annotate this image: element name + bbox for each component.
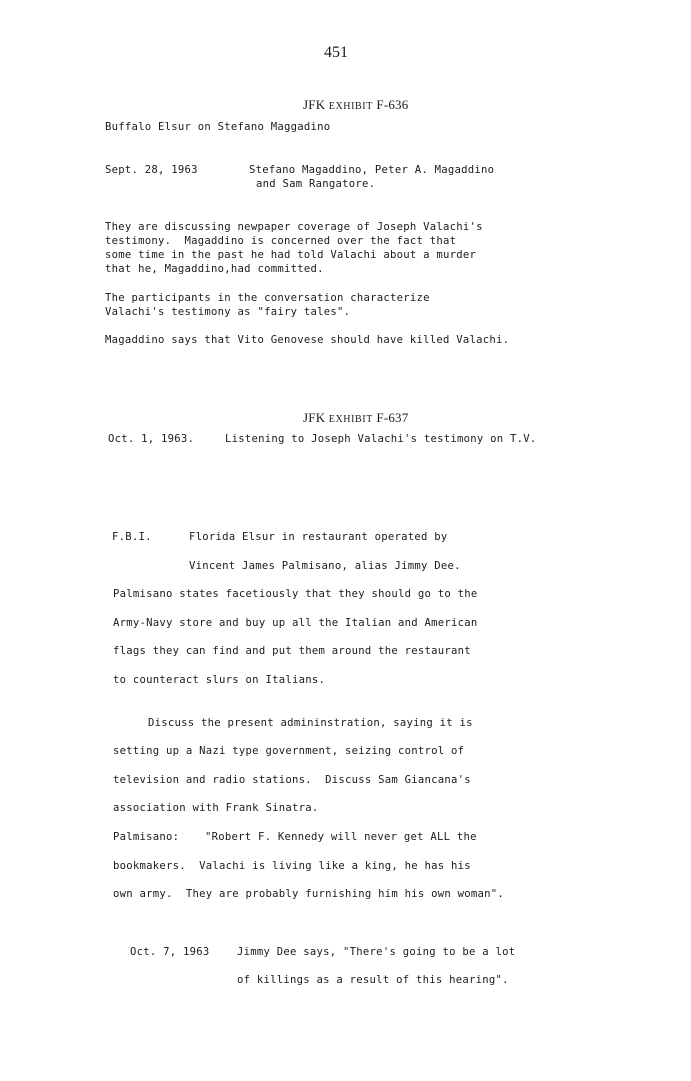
text-line: Listening to Joseph Valachi's testimony on T.V. bbox=[225, 433, 537, 445]
participants-line: Stefano Magaddino, Peter A. Magaddino bbox=[249, 164, 495, 176]
exhibit-number: F-636 bbox=[376, 97, 409, 112]
text-line: television and radio stations. Discuss Sam Giancana's bbox=[113, 774, 471, 786]
text-line: flags they can find and put them around the restaurant bbox=[113, 645, 471, 657]
exhibit-heading-f637 bbox=[303, 410, 408, 426]
text-line: They are discussing newpaper coverage of Joseph Valachi's bbox=[105, 221, 483, 233]
text-line: Valachi's testimony as "fairy tales". bbox=[105, 306, 351, 318]
text-line: Vincent James Palmisano, alias Jimmy Dee. bbox=[189, 560, 461, 572]
text-line: The participants in the conversation characterize bbox=[105, 292, 430, 304]
quote-line: "Robert F. Kennedy will never get ALL the bbox=[205, 831, 477, 843]
page-number: 451 bbox=[324, 44, 348, 61]
entry-date: Oct. 1, 1963. bbox=[108, 433, 195, 445]
exhibit-prefix: JFK bbox=[303, 97, 326, 112]
text-line: association with Frank Sinatra. bbox=[113, 802, 319, 814]
text-line: of killings as a result of this hearing". bbox=[237, 974, 509, 986]
text-line: Magaddino says that Vito Genovese should have killed Valachi. bbox=[105, 334, 510, 346]
text-line: Discuss the present admininstration, saying it is bbox=[148, 717, 473, 729]
text-line: Florida Elsur in restaurant operated by bbox=[189, 531, 448, 543]
exhibit-label: EXHIBIT bbox=[328, 414, 373, 425]
text-line: testimony. Magaddino is concerned over the fact that bbox=[105, 235, 457, 247]
text-line: some time in the past he had told Valachi about a murder bbox=[105, 249, 477, 261]
exhibit-label: EXHIBIT bbox=[328, 101, 373, 112]
quote-line: bookmakers. Valachi is living like a king, he has his bbox=[113, 860, 471, 872]
text-line: that he, Magaddino,had committed. bbox=[105, 263, 324, 275]
agency-label: F.B.I. bbox=[112, 531, 152, 543]
exhibit-subtitle: Buffalo Elsur on Stefano Maggadino bbox=[105, 121, 331, 133]
speaker-label: Palmisano: bbox=[113, 831, 180, 843]
entry-date: Sept. 28, 1963 bbox=[105, 164, 198, 176]
participants-line: and Sam Rangatore. bbox=[256, 178, 376, 190]
text-line: Palmisano states facetiously that they should go to the bbox=[113, 588, 478, 600]
entry-date: Oct. 7, 1963 bbox=[130, 946, 210, 958]
text-line: Army-Navy store and buy up all the Italian and American bbox=[113, 617, 478, 629]
exhibit-heading-f636 bbox=[303, 97, 408, 113]
quote-line: own army. They are probably furnishing him his own woman". bbox=[113, 888, 505, 900]
exhibit-prefix: JFK bbox=[303, 410, 326, 425]
exhibit-number: F-637 bbox=[376, 410, 409, 425]
text-line: Jimmy Dee says, "There's going to be a lot bbox=[237, 946, 516, 958]
text-line: to counteract slurs on Italians. bbox=[113, 674, 326, 686]
text-line: setting up a Nazi type government, seizing control of bbox=[113, 745, 465, 757]
